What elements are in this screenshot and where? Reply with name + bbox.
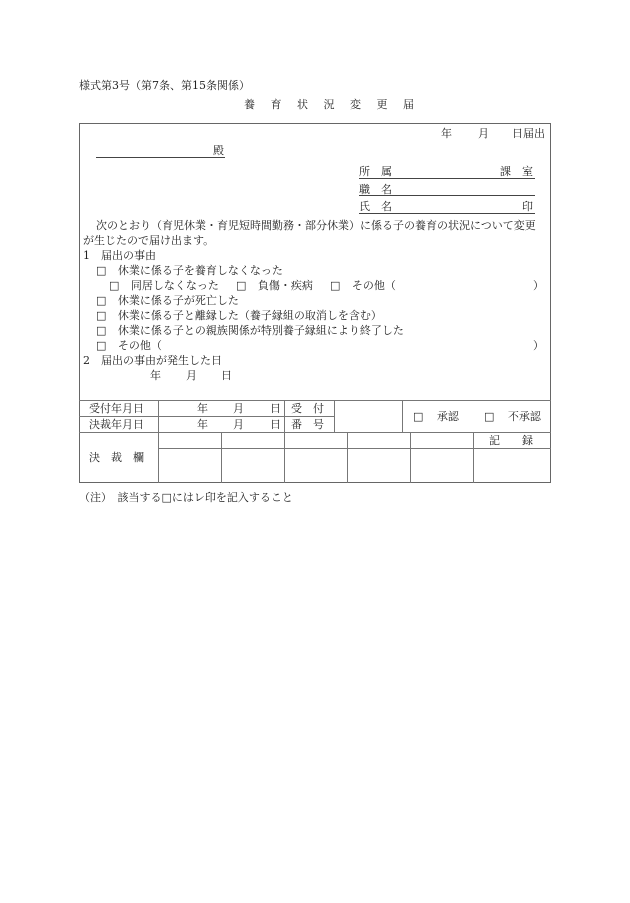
divider — [284, 432, 285, 483]
divider — [158, 400, 159, 483]
decision-day[interactable]: 日 — [270, 418, 281, 431]
checkbox-icon[interactable]: □ — [330, 279, 341, 292]
received-day[interactable]: 日 — [270, 402, 281, 415]
affiliation-label: 所 属 — [359, 165, 392, 178]
divider — [347, 432, 348, 483]
option-other-sub[interactable]: □ その他（ — [330, 279, 396, 292]
position-label: 職 名 — [359, 183, 392, 196]
page-title: 養 育 状 況 変 更 届 — [244, 98, 420, 111]
checkbox-icon[interactable]: □ — [96, 339, 107, 352]
date-month[interactable]: 月 — [478, 127, 489, 140]
close-paren: ） — [533, 339, 544, 352]
date-submitted[interactable]: 日届出 — [512, 127, 545, 140]
record-label: 記 録 — [489, 434, 533, 447]
footnote: （注） 該当する□にはレ印を記入すること — [79, 491, 293, 504]
affiliation-suffix: 課 室 — [500, 165, 533, 178]
event-month[interactable]: 月 — [186, 369, 197, 382]
divider — [473, 432, 474, 483]
divider — [410, 432, 411, 483]
checkbox-icon[interactable]: □ — [484, 410, 495, 423]
section2-heading: 2 届出の事由が発生した日 — [83, 354, 222, 367]
divider — [284, 400, 285, 432]
approve-option[interactable]: □ 承認 — [413, 410, 459, 423]
affiliation-field[interactable] — [359, 178, 535, 179]
divider — [79, 416, 334, 417]
position-field[interactable] — [359, 195, 535, 196]
received-year[interactable]: 年 — [197, 402, 208, 415]
disapprove-option[interactable]: □ 不承認 — [484, 410, 541, 423]
checkbox-icon[interactable]: □ — [413, 410, 424, 423]
intro-line-1: 次のとおり（育児休業・育児短時間勤務・部分休業）に係る子の養育の状況について変更 — [96, 219, 536, 232]
decision-month[interactable]: 月 — [233, 418, 244, 431]
receipt-number-label-bottom: 番 号 — [291, 418, 324, 431]
received-month[interactable]: 月 — [233, 402, 244, 415]
option-not-cohabiting[interactable]: □ 同居しなくなった — [109, 279, 219, 292]
date-year[interactable]: 年 — [441, 127, 452, 140]
option-dissolved-adoption[interactable]: □ 休業に係る子と離縁した（養子縁組の取消しを含む） — [96, 309, 382, 322]
intro-line-2: が生じたので届け出ます。 — [83, 234, 215, 247]
divider — [402, 400, 403, 432]
form-number: 様式第3号（第7条、第15条関係） — [79, 79, 250, 92]
divider — [221, 432, 222, 483]
name-label: 氏 名 — [359, 200, 392, 213]
option-not-raising[interactable]: □ 休業に係る子を養育しなくなった — [96, 264, 283, 277]
addressee-line[interactable] — [96, 157, 225, 158]
option-relation-ended[interactable]: □ 休業に係る子との親族関係が特別養子縁組により終了した — [96, 324, 404, 337]
option-other[interactable]: □ その他（ — [96, 339, 162, 352]
event-day[interactable]: 日 — [221, 369, 232, 382]
option-injury-illness[interactable]: □ 負傷・疾病 — [236, 279, 313, 292]
receipt-number-label-top: 受 付 — [291, 402, 324, 415]
option-child-died[interactable]: □ 休業に係る子が死亡した — [96, 294, 239, 307]
decision-year[interactable]: 年 — [197, 418, 208, 431]
checkbox-icon[interactable]: □ — [109, 279, 120, 292]
decision-column-label: 決 裁 欄 — [89, 451, 144, 464]
decision-date-label: 決裁年月日 — [89, 418, 144, 431]
divider — [158, 448, 551, 449]
checkbox-icon[interactable]: □ — [236, 279, 247, 292]
seal-mark: 印 — [522, 200, 533, 213]
checkbox-icon[interactable]: □ — [96, 294, 107, 307]
addressee-suffix: 殿 — [213, 144, 224, 157]
divider — [79, 432, 551, 433]
divider — [79, 400, 551, 401]
section1-heading: 1 届出の事由 — [83, 249, 156, 262]
close-paren: ） — [533, 279, 544, 292]
receipt-number-field[interactable] — [335, 401, 402, 432]
received-date-label: 受付年月日 — [89, 402, 144, 415]
checkbox-icon[interactable]: □ — [96, 264, 107, 277]
event-year[interactable]: 年 — [150, 369, 161, 382]
checkbox-icon[interactable]: □ — [96, 309, 107, 322]
name-field[interactable] — [359, 213, 535, 214]
checkbox-icon[interactable]: □ — [96, 324, 107, 337]
